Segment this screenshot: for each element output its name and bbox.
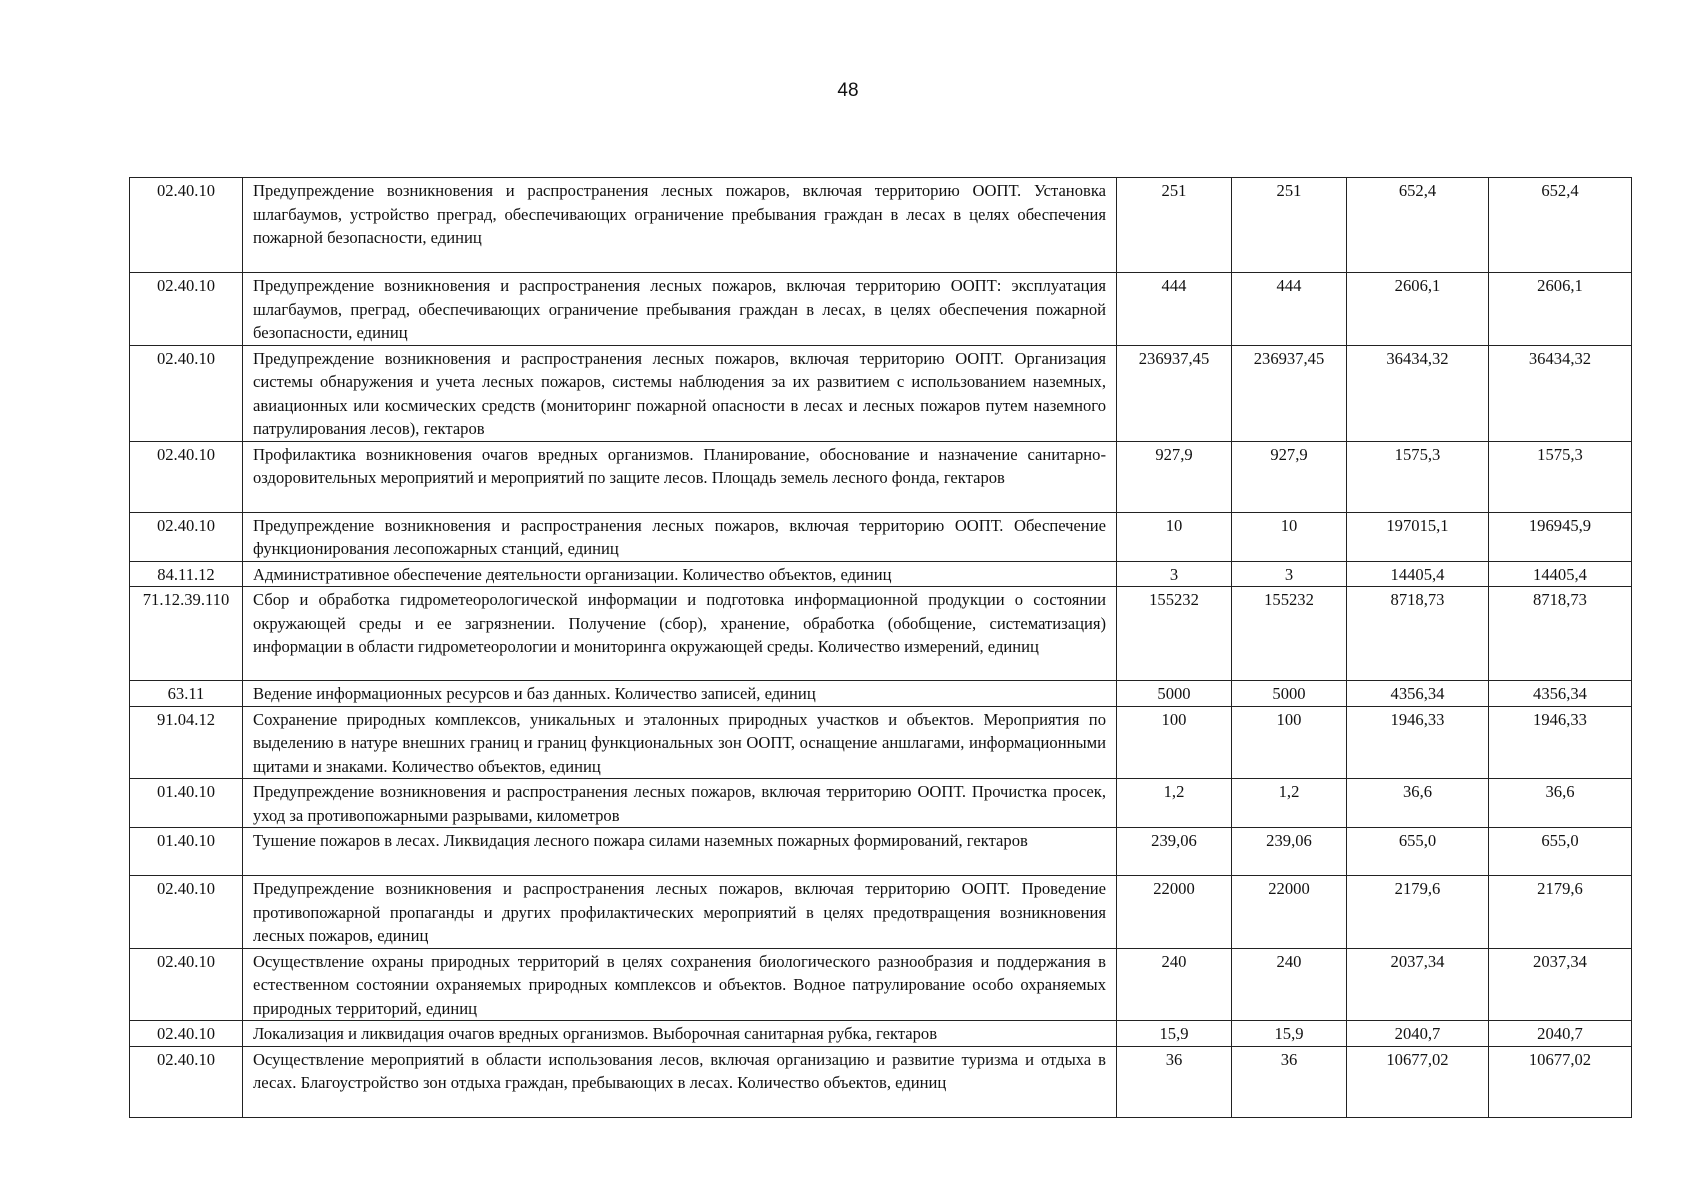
cell-description: Осуществление мероприятий в области использования лесов, включая организацию и развитие туризма и отдыха в лесах. Благоустройство зон отдыха граждан, пребывающих в лесах. Количество объектов, единиц <box>243 1046 1117 1117</box>
table-row <box>130 345 1632 441</box>
cell-code: 02.40.10 <box>130 1046 243 1117</box>
cell-value-2: 10 <box>1232 512 1347 561</box>
cell-value-4: 1575,3 <box>1489 441 1632 512</box>
table-row <box>130 178 1632 273</box>
table-body <box>130 178 1632 1118</box>
cell-value-1: 3 <box>1117 561 1232 587</box>
table-row <box>130 706 1632 779</box>
cell-value-1: 155232 <box>1117 587 1232 681</box>
cell-value-3: 10677,02 <box>1347 1046 1489 1117</box>
cell-value-2: 155232 <box>1232 587 1347 681</box>
cell-value-1: 22000 <box>1117 876 1232 949</box>
cell-value-3: 1575,3 <box>1347 441 1489 512</box>
cell-value-1: 15,9 <box>1117 1021 1232 1047</box>
cell-value-1: 100 <box>1117 706 1232 779</box>
cell-code: 02.40.10 <box>130 178 243 273</box>
cell-description: Сохранение природных комплексов, уникальных и эталонных природных участков и объектов. Мероприятия по выделению в натуре внешних границ и границ функциональных зон ООПТ, оснащение аншлагами, информационными щитами и знаками. Количество объектов, единиц <box>243 706 1117 779</box>
cell-value-2: 927,9 <box>1232 441 1347 512</box>
cell-value-3: 2037,34 <box>1347 948 1489 1021</box>
table-row <box>130 828 1632 876</box>
cell-description: Осуществление охраны природных территорий в целях сохранения биологического разнообразия и поддержания в естественном состоянии охраняемых природных комплексов и объектов. Водное патрулирование особо охраняемых природных территорий, единиц <box>243 948 1117 1021</box>
table-row <box>130 681 1632 707</box>
cell-value-1: 236937,45 <box>1117 345 1232 441</box>
cell-code: 02.40.10 <box>130 441 243 512</box>
cell-value-2: 36 <box>1232 1046 1347 1117</box>
cell-value-1: 251 <box>1117 178 1232 273</box>
cell-value-3: 197015,1 <box>1347 512 1489 561</box>
cell-description: Сбор и обработка гидрометеорологической информации и подготовка информационной продукции о состоянии окружающей среды и ее загрязнении. Получение (сбор), хранение, обработка (обобщение, систематизация) информации в области гидрометеорологии и мониторинга окружающей среды. Количество измерений, единиц <box>243 587 1117 681</box>
cell-value-1: 1,2 <box>1117 779 1232 828</box>
cell-value-3: 652,4 <box>1347 178 1489 273</box>
cell-code: 71.12.39.110 <box>130 587 243 681</box>
table-row <box>130 587 1632 681</box>
cell-value-2: 239,06 <box>1232 828 1347 876</box>
cell-value-4: 1946,33 <box>1489 706 1632 779</box>
table-row <box>130 561 1632 587</box>
cell-value-1: 240 <box>1117 948 1232 1021</box>
cell-value-3: 4356,34 <box>1347 681 1489 707</box>
table-row <box>130 876 1632 949</box>
cell-value-2: 5000 <box>1232 681 1347 707</box>
cell-description: Предупреждение возникновения и распространения лесных пожаров, включая территорию ООПТ: эксплуатация шлагбаумов, преград, обеспечивающих ограничение пребывания граждан в лесах, в целях обеспечения пожарной безопасности, единиц <box>243 273 1117 346</box>
cell-value-2: 22000 <box>1232 876 1347 949</box>
cell-value-1: 239,06 <box>1117 828 1232 876</box>
cell-value-4: 652,4 <box>1489 178 1632 273</box>
cell-value-4: 8718,73 <box>1489 587 1632 681</box>
cell-value-4: 36,6 <box>1489 779 1632 828</box>
table-row <box>130 948 1632 1021</box>
cell-value-4: 36434,32 <box>1489 345 1632 441</box>
cell-value-3: 8718,73 <box>1347 587 1489 681</box>
table-row <box>130 273 1632 346</box>
cell-value-3: 2606,1 <box>1347 273 1489 346</box>
cell-value-2: 240 <box>1232 948 1347 1021</box>
cell-code: 01.40.10 <box>130 779 243 828</box>
cell-code: 02.40.10 <box>130 876 243 949</box>
cell-description: Профилактика возникновения очагов вредных организмов. Планирование, обоснование и назначение санитарно-оздоровительных мероприятий и мероприятий по защите лесов. Площадь земель лесного фонда, гектаров <box>243 441 1117 512</box>
table-row <box>130 779 1632 828</box>
cell-value-3: 14405,4 <box>1347 561 1489 587</box>
cell-value-2: 100 <box>1232 706 1347 779</box>
cell-value-4: 4356,34 <box>1489 681 1632 707</box>
cell-value-2: 251 <box>1232 178 1347 273</box>
cell-code: 63.11 <box>130 681 243 707</box>
table-row <box>130 512 1632 561</box>
cell-code: 02.40.10 <box>130 948 243 1021</box>
cell-description: Предупреждение возникновения и распространения лесных пожаров, включая территорию ООПТ. Прочистка просек, уход за противопожарными разрывами, километров <box>243 779 1117 828</box>
cell-value-4: 10677,02 <box>1489 1046 1632 1117</box>
cell-value-3: 655,0 <box>1347 828 1489 876</box>
cell-value-4: 14405,4 <box>1489 561 1632 587</box>
table-row <box>130 1021 1632 1047</box>
services-table <box>129 177 1632 1118</box>
cell-description: Предупреждение возникновения и распространения лесных пожаров, включая территорию ООПТ. Проведение противопожарной пропаганды и других профилактических мероприятий в целях предотвращения возникновения лесных пожаров, единиц <box>243 876 1117 949</box>
cell-value-3: 2179,6 <box>1347 876 1489 949</box>
cell-value-1: 10 <box>1117 512 1232 561</box>
cell-value-2: 1,2 <box>1232 779 1347 828</box>
cell-description: Административное обеспечение деятельности организации. Количество объектов, единиц <box>243 561 1117 587</box>
cell-value-2: 236937,45 <box>1232 345 1347 441</box>
cell-description: Тушение пожаров в лесах. Ликвидация лесного пожара силами наземных пожарных формирований, гектаров <box>243 828 1117 876</box>
cell-code: 02.40.10 <box>130 512 243 561</box>
cell-value-2: 3 <box>1232 561 1347 587</box>
table-row <box>130 1046 1632 1117</box>
cell-value-2: 444 <box>1232 273 1347 346</box>
cell-description: Предупреждение возникновения и распространения лесных пожаров, включая территорию ООПТ. Организация системы обнаружения и учета лесных пожаров, системы наблюдения за их развитием с использованием наземных, авиационных или космических средств (мониторинг пожарной опасности в лесах и лесных пожаров путем наземного патрулирования лесов), гектаров <box>243 345 1117 441</box>
cell-value-3: 1946,33 <box>1347 706 1489 779</box>
cell-description: Ведение информационных ресурсов и баз данных. Количество записей, единиц <box>243 681 1117 707</box>
cell-value-4: 655,0 <box>1489 828 1632 876</box>
cell-value-3: 36,6 <box>1347 779 1489 828</box>
page-number: 48 <box>837 80 859 101</box>
cell-value-2: 15,9 <box>1232 1021 1347 1047</box>
cell-description: Предупреждение возникновения и распространения лесных пожаров, включая территорию ООПТ. Установка шлагбаумов, устройство преград, обеспечивающих ограничение пребывания граждан в лесах в целях обеспечения пожарной безопасности, единиц <box>243 178 1117 273</box>
cell-code: 91.04.12 <box>130 706 243 779</box>
cell-value-1: 444 <box>1117 273 1232 346</box>
cell-code: 02.40.10 <box>130 1021 243 1047</box>
cell-code: 84.11.12 <box>130 561 243 587</box>
cell-value-1: 36 <box>1117 1046 1232 1117</box>
cell-description: Предупреждение возникновения и распространения лесных пожаров, включая территорию ООПТ. Обеспечение функционирования лесопожарных станций, единиц <box>243 512 1117 561</box>
cell-value-4: 2606,1 <box>1489 273 1632 346</box>
cell-value-1: 927,9 <box>1117 441 1232 512</box>
cell-code: 02.40.10 <box>130 345 243 441</box>
cell-value-3: 36434,32 <box>1347 345 1489 441</box>
cell-value-3: 2040,7 <box>1347 1021 1489 1047</box>
cell-value-4: 2179,6 <box>1489 876 1632 949</box>
cell-value-4: 2040,7 <box>1489 1021 1632 1047</box>
cell-code: 02.40.10 <box>130 273 243 346</box>
cell-description: Локализация и ликвидация очагов вредных организмов. Выборочная санитарная рубка, гектаров <box>243 1021 1117 1047</box>
table-row <box>130 441 1632 512</box>
cell-value-4: 2037,34 <box>1489 948 1632 1021</box>
cell-value-1: 5000 <box>1117 681 1232 707</box>
cell-value-4: 196945,9 <box>1489 512 1632 561</box>
cell-code: 01.40.10 <box>130 828 243 876</box>
